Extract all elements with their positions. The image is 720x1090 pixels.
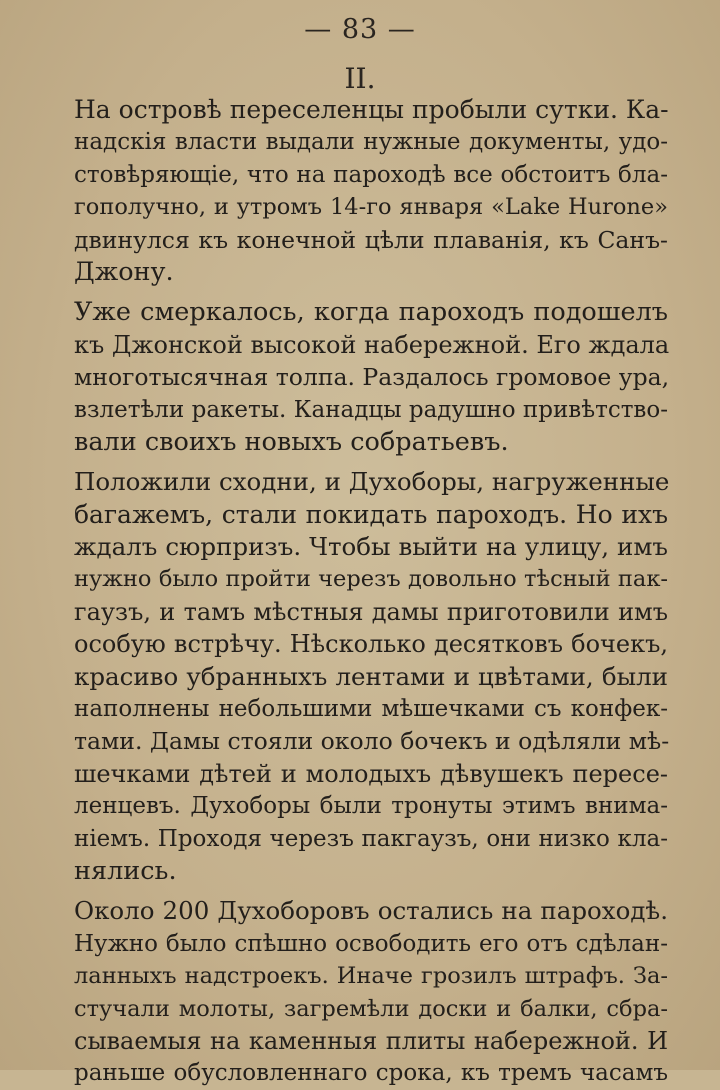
text-line: особую встрѣчу. Нѣсколько десятковъ бочекъ,	[74, 630, 668, 659]
text-line: ніемъ. Проходя черезъ пакгаузъ, они низко кла-	[74, 825, 668, 852]
text-line: къ Джонской высокой набережной. Его ждала	[74, 330, 670, 359]
paragraph	[74, 466, 668, 887]
text-line: стовѣряющіе, что на пароходѣ все обстоитъ бла-	[74, 161, 668, 188]
text-line: Джону.	[74, 256, 174, 287]
text-line: гаузъ, и тамъ мѣстныя дамы приготовили имъ	[74, 597, 668, 626]
text-line: двинулся къ конечной цѣли плаванія, къ Санъ-	[74, 225, 668, 254]
text-line: ждалъ сюрпризъ. Чтобы выйти на улицу, имъ	[74, 532, 668, 562]
paragraph	[74, 296, 668, 458]
page-number: — 83 —	[304, 14, 416, 45]
text-line: наполнены небольшими мѣшечками съ конфек-	[74, 696, 668, 723]
text-line: надскія власти выдали нужные документы, удо-	[74, 129, 668, 156]
text-line: багажемъ, стали покидать пароходъ. Но ихъ	[74, 499, 668, 529]
text-line: ланныхъ надстроекъ. Иначе грозилъ штрафъ. За-	[74, 963, 668, 990]
text-line: тами. Дамы стояли около бочекъ и одѣляли мѣ-	[74, 727, 670, 756]
text-line: шечками дѣтей и молодыхъ дѣвушекъ пересе-	[74, 759, 668, 788]
text-line: вали своихъ новыхъ собратьевъ.	[74, 426, 509, 457]
text-line: гополучно, и утромъ 14-го января «Lake Hurone»	[74, 194, 668, 221]
text-line: Нужно было спѣшно освободить его отъ сдѣлан-	[74, 930, 668, 957]
text-line: многотысячная толпа. Раздалось громовое ура,	[74, 363, 670, 392]
text-line: раньше обусловленнаго срока, къ тремъ часамъ	[74, 1060, 668, 1087]
text-line: сываемыя на каменныя плиты набережной. И	[74, 1026, 668, 1055]
text-line: стучали молоты, загремѣли доски и балки, сбра-	[74, 995, 668, 1022]
paragraph	[74, 895, 668, 1089]
text-line: Около 200 Духоборовъ остались на пароходѣ.	[74, 896, 668, 926]
chapter-heading: II.	[344, 62, 376, 95]
text-line: Положили сходни, и Духоборы, нагруженные	[74, 467, 670, 497]
text-line: взлетѣли ракеты. Канадцы радушно привѣтство-	[74, 396, 668, 423]
text-line: нужно было пройти черезъ довольно тѣсный пак-	[74, 566, 668, 593]
text-line: нялись.	[74, 855, 177, 886]
paragraph	[74, 94, 668, 288]
text-line: красиво убранныхъ лентами и цвѣтами, были	[74, 661, 668, 691]
text-line: Уже смеркалось, когда пароходъ подошелъ	[74, 297, 668, 328]
body-text	[74, 94, 668, 1090]
text-line: На островѣ переселенцы пробыли сутки. Ка-	[74, 95, 669, 124]
text-line: ленцевъ. Духоборы были тронуты этимъ внима-	[74, 793, 668, 820]
